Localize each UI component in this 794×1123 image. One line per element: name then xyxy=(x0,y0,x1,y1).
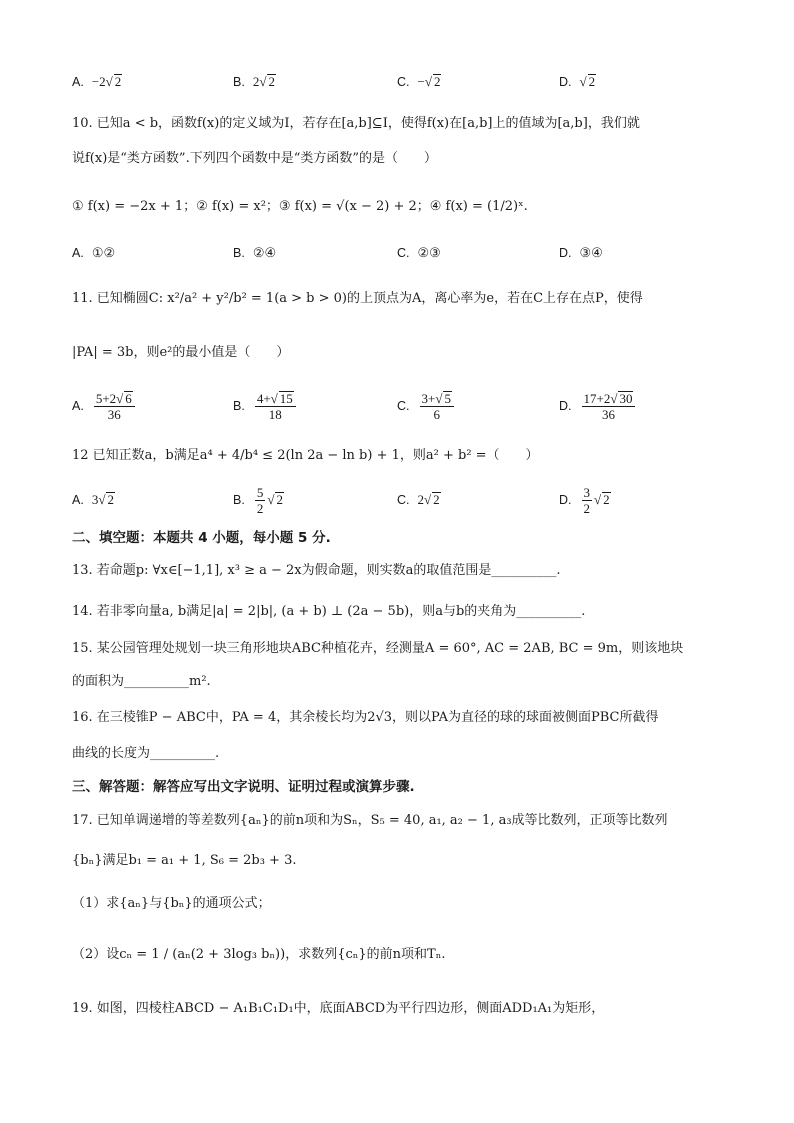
q10-line-1: 10. 已知a < b，函数f(x)的定义域为I，若存在[a,b]⊆I，使得f(x)在[a,b]上的值域为[a,b]，我们就 xyxy=(72,116,640,131)
section-fill-in-heading: 二、填空题：本题共 4 小题，每小题 5 分. xyxy=(72,530,331,546)
q12-options xyxy=(72,480,722,520)
top-option-d: D. √ 2 xyxy=(559,74,596,89)
top-option-b: B. 2√ 2 xyxy=(233,74,275,89)
q11-options xyxy=(72,384,722,428)
q19-line: 19. 如图，四棱柱ABCD − A₁B₁C₁D₁中，底面ABCD为平行四边形，侧面ADD₁A₁为矩形， xyxy=(72,1001,605,1016)
q11-option-b: B. $\frac{4+√ 15}{18}$ xyxy=(233,384,298,428)
q10-line-2: 说f(x)是“类方函数”.下列四个函数中是“类方函数”的是（ ） xyxy=(72,151,438,166)
q17-line-1: 17. 已知单调递增的等差数列{aₙ}的前n项和为Sₙ，S₅ = 40, a₁, a₂ − 1, a₃成等比数列，正项等比数列 xyxy=(72,813,668,828)
q15-line-2: 的面积为__________m². xyxy=(72,674,211,689)
q10-option-a: A. ①② xyxy=(72,245,116,261)
section-solution-heading: 三、解答题：解答应写出文字说明、证明过程或演算步骤. xyxy=(72,779,415,795)
top-option-c: C. −√ 2 xyxy=(397,74,441,89)
q15-line-1: 15. 某公园管理处规划一块三角形地块ABC种植花卉，经测量A = 60°, AC = 2AB, BC = 9m，则该地块 xyxy=(72,641,684,656)
q10-option-b: B. ②④ xyxy=(233,245,277,261)
q17-part-2: （2）设cₙ = 1 / (aₙ(2 + 3log₃ bₙ))，求数列{cₙ}的前n项和Tₙ. xyxy=(72,947,446,962)
q14-line: 14. 若非零向量a, b满足|a| = 2|b|, (a + b) ⊥ (2a − 5b)，则a与b的夹角为__________. xyxy=(72,604,586,619)
q11-option-c: C. $\frac{3+√ 5}{6}$ xyxy=(397,384,456,428)
q12-option-d: D. $\frac{3}{2}$ √ 2 xyxy=(559,484,610,516)
q17-line-2: {bₙ}满足b₁ = a₁ + 1, S₆ = 2b₃ + 3. xyxy=(72,853,297,868)
q16-line-1: 16. 在三棱锥P − ABC中，PA = 4，其余棱长均为2√3，则以PA为直径的球的球面被侧面PBC所截得 xyxy=(72,710,659,725)
q16-line-2: 曲线的长度为__________. xyxy=(72,746,220,761)
top-options-row xyxy=(72,65,722,99)
top-option-a: A. −2√ 2 xyxy=(72,74,122,89)
q12-line-1: 12 已知正数a，b满足a⁴ + 4/b⁴ ≤ 2(ln 2a − ln b) + 1，则a² + b² =（ ） xyxy=(72,448,539,463)
q10-options xyxy=(72,236,722,270)
q13-line: 13. 若命题p: ∀x∈[−1,1], x³ ≥ a − 2x为假命题，则实数a的取值范围是__________. xyxy=(72,563,561,578)
q11-option-d: D. $\frac{17+2√ 30}{36}$ xyxy=(559,384,637,428)
q12-option-c: C. 2√ 2 xyxy=(397,492,440,507)
q10-option-d: D. ③④ xyxy=(559,245,603,261)
q10-option-c: C. ②③ xyxy=(397,245,441,261)
q12-option-a: A. 3√ 2 xyxy=(72,492,114,507)
q12-option-b: B. $\frac{5}{2}$ √ 2 xyxy=(233,484,283,516)
q11-option-a: A. $\frac{5+2√ 6}{36}$ xyxy=(72,384,137,428)
q10-line-3: ① f(x) = −2x + 1；② f(x) = x²；③ f(x) = √(x − 2) + 2；④ f(x) = (1/2)ˣ. xyxy=(72,199,528,214)
q11-line-1: 11. 已知椭圆C: x²/a² + y²/b² = 1(a > b > 0)的上顶点为A，离心率为e，若在C上存在点P，使得 xyxy=(72,291,643,306)
q17-part-1: （1）求{aₙ}与{bₙ}的通项公式； xyxy=(72,896,271,911)
q11-line-2: |PA| = 3b，则e²的最小值是（ ） xyxy=(72,345,290,360)
